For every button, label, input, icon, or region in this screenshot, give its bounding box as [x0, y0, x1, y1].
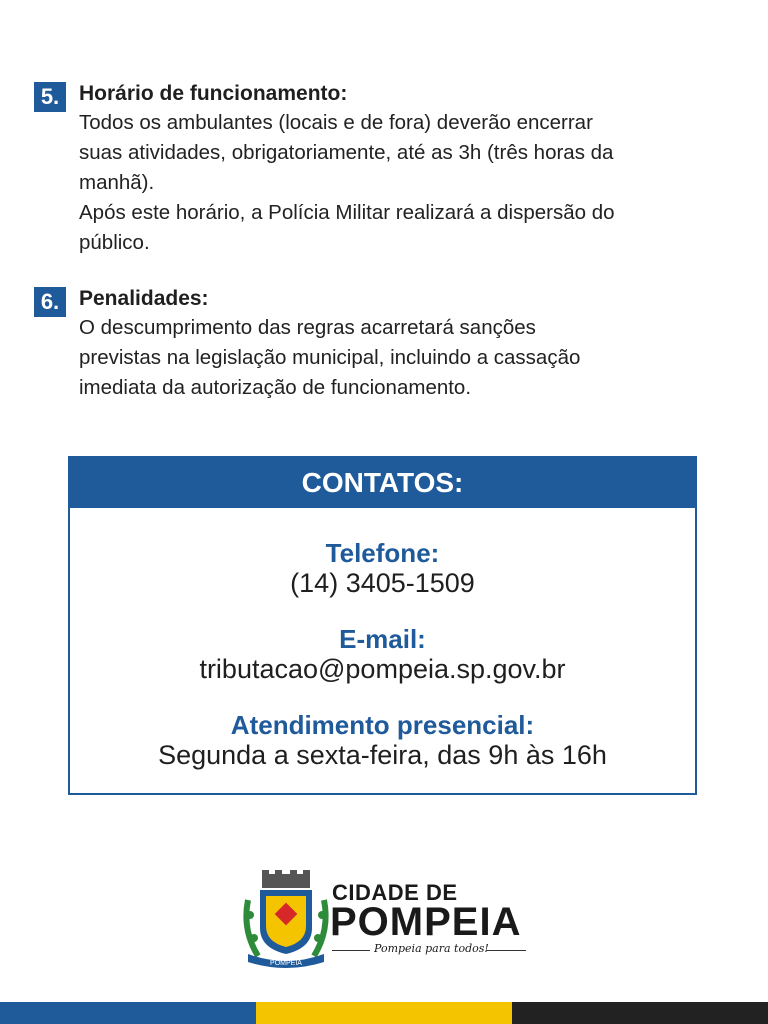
section-text-line: público.	[79, 231, 150, 254]
hours-label: Atendimento presencial:	[230, 710, 535, 740]
phone-label: Telefone:	[325, 538, 440, 568]
footer-bar-yellow	[256, 1002, 512, 1024]
city-logo	[240, 870, 540, 970]
email-label: E-mail:	[339, 624, 426, 654]
section-title: Horário de funcionamento:	[79, 82, 348, 105]
svg-text:POMPEIA: POMPEIA	[270, 960, 302, 967]
footer-bar-blue	[0, 1002, 256, 1024]
hours-value: Segunda a sexta-feira, das 9h às 16h	[158, 740, 607, 770]
logo-line1: CIDADE DE	[332, 880, 458, 905]
contacts-box	[68, 456, 697, 795]
logo-slogan: Pompeia para todos!	[374, 942, 489, 955]
section-text-line: imediata da autorização de funcionamento.	[79, 376, 472, 399]
section-number-badge: 6.	[34, 287, 66, 317]
section-title: Penalidades:	[79, 287, 209, 310]
logo-line2: POMPEIA	[330, 900, 522, 944]
email-value: tributacao@pompeia.sp.gov.br	[199, 654, 566, 684]
contacts-heading: CONTATOS:	[70, 458, 695, 508]
slogan-rule-left	[332, 950, 370, 951]
section-text-line: manhã).	[79, 171, 155, 194]
section-text-line: O descumprimento das regras acarretará sanções	[79, 316, 536, 339]
section-text-line: previstas na legislação municipal, incluindo a cassação	[79, 346, 581, 369]
section-6	[34, 285, 734, 403]
footer-bar-black	[512, 1002, 768, 1024]
slogan-rule-right	[486, 950, 526, 951]
section-text-line: Todos os ambulantes (locais e de fora) deverão encerrar	[79, 111, 593, 134]
section-text-line: suas atividades, obrigatoriamente, até as 3h (três horas da	[79, 141, 614, 164]
phone-value: (14) 3405-1509	[290, 568, 475, 598]
section-text-line: Após este horário, a Polícia Militar realizará a dispersão do	[79, 201, 615, 224]
section-number-badge: 5.	[34, 82, 66, 112]
section-5	[34, 80, 734, 258]
